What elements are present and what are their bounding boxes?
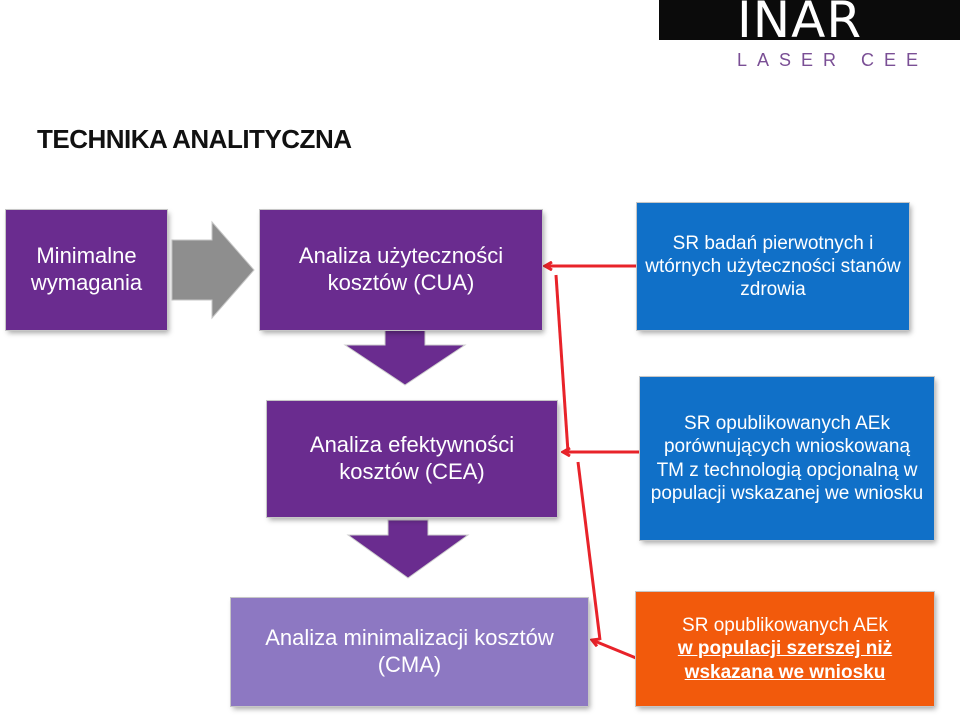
box-minimal-requirements [6, 210, 167, 330]
box-cua-label: Analiza użyteczności kosztów (CUA) [298, 243, 504, 295]
box-sr-wider-emphasis: w populacji szerszej niż wskazana we wniosku [677, 638, 893, 683]
box-cma-label: Analiza minimalizacji kosztów (CMA) [265, 625, 554, 677]
box-cma [231, 598, 588, 706]
box-sr-published-label: SR opublikowanych AEk porównujących wnioskowaną TM z technologią opcjonalną w populacji wskazanej we wniosku [650, 413, 924, 504]
red-diagonal-cua-cea [556, 275, 568, 452]
box-sr-primary-label: SR badań pierwotnych i wtórnych użyteczności stanów zdrowia [645, 232, 901, 301]
arrow-minimal-to-cua [172, 222, 254, 318]
arrow-cea-to-cma [348, 520, 468, 578]
box-sr-wider [636, 592, 934, 706]
box-sr-primary [637, 203, 909, 330]
box-sr-published [640, 377, 934, 540]
box-sr-wider-text [644, 614, 926, 684]
red-arrow-to-cma [592, 640, 636, 658]
box-minimal-label: Minimalne wymagania [30, 243, 143, 295]
logo-subtitle: LASER CEE [737, 50, 929, 70]
page-title: TECHNIKA ANALITYCZNA [37, 124, 352, 154]
box-cua [260, 210, 542, 330]
box-sr-wider-lead: SR opublikowanych AEk [682, 615, 888, 637]
arrow-cua-to-cea [345, 330, 465, 385]
box-cea-label: Analiza efektywności kosztów (CEA) [309, 432, 515, 484]
box-cea [267, 401, 557, 517]
logo-mark: INAR [737, 0, 863, 49]
